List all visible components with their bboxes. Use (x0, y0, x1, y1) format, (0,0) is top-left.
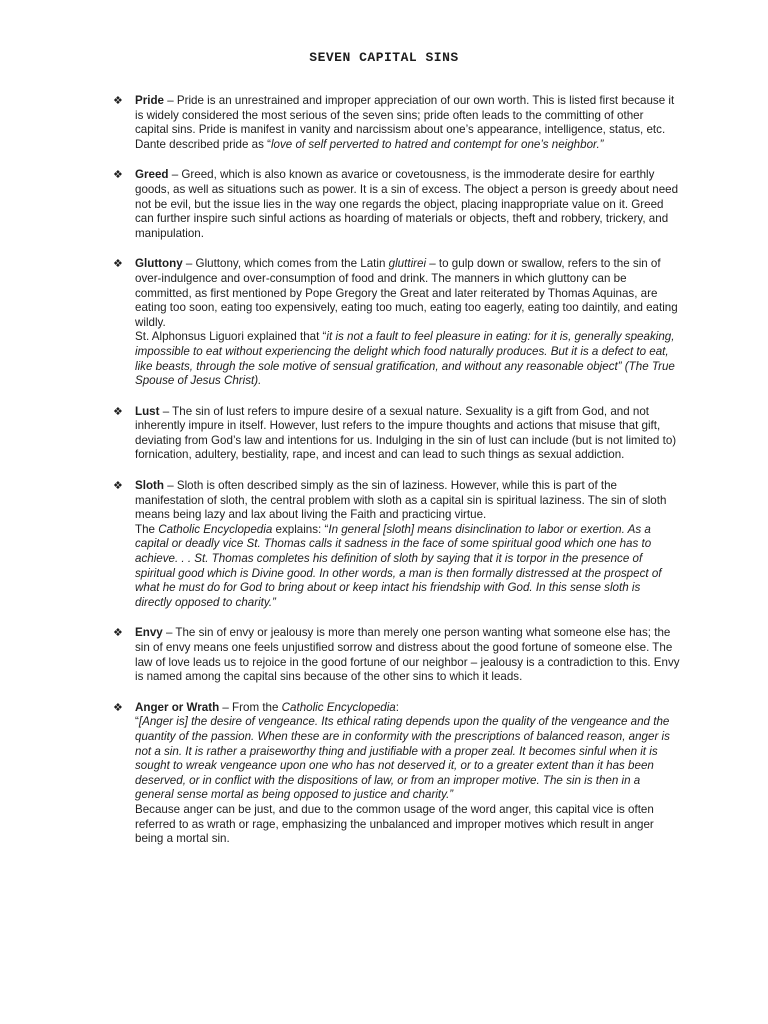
sin-term: Gluttony (135, 257, 183, 271)
sin-term: Envy (135, 626, 163, 640)
quote-text: it is not a fault to feel pleasure in eating: for it is, generally speaking, impossible to eat without experiencing the delight which food naturally produces. But it is a defect to eat, like beasts, through the sole motive of sensual gratification, and without any reasonable object” (The True Spouse of Jesus Christ). (135, 330, 675, 388)
paragraph (135, 626, 680, 684)
sin-term: Sloth (135, 479, 164, 493)
sin-text: – Sloth is often described simply as the sin of laziness. However, while this is part of the manifestation of sloth, the central problem with sloth as a capital sin is spiritual laziness. The sin of sloth means being lazy and lax about living the Faith and practicing virtue. (135, 479, 667, 522)
sin-text: explains: “ (272, 522, 329, 536)
paragraph (135, 523, 680, 611)
source-title: Catholic Encyclopedia (158, 522, 273, 536)
sin-item-anger (0, 701, 768, 847)
paragraph (135, 257, 680, 330)
sin-term: Anger or Wrath (135, 700, 220, 714)
sin-item-pride (0, 94, 768, 152)
sin-item-greed (0, 168, 768, 241)
quote-text: [Anger is] the desire of vengeance. Its ethical rating depends upon the quality of the vengeance and the quantity of the passion. When these are in conformity with the prescriptions of balanced reason, anger is not a sin. It is rather a praiseworthy thing and justifiable with a proper zeal. It becomes sinful when it is sought to wreak vengeance upon one who has not deserved it, or to a greater extent than it has been deserved, or in conflict with the dispositions of law, or from an improper motive. The sin is then in a general sense mortal as being opposed to justice and charity.” (135, 715, 670, 802)
paragraph (135, 701, 680, 716)
sin-term: Lust (135, 404, 160, 418)
sin-text: – Gluttony, which comes from the Latin (182, 257, 389, 271)
paragraph (135, 479, 680, 523)
sin-item-envy (0, 626, 768, 684)
paragraph (135, 803, 680, 847)
sin-text: – Greed, which is also known as avarice or covetousness, is the immoderate desire for earthly goods, as well as situations such as power. It is a sin of excess. The object a person is greedy about need not be evil, but the issue lies in the way one regards the object, placing inappropriate value on it. Greed can further inspire such sinful actions as hoarding of materials or objects, theft and robbery, trickery, and manipulation. (135, 168, 679, 240)
diamond-bullet-icon: ❖ (113, 405, 123, 418)
sin-text: : (395, 700, 399, 714)
paragraph (135, 94, 680, 152)
sin-text: – From the (219, 700, 282, 714)
sin-term: Greed (135, 168, 169, 182)
sin-text: Because anger can be just, and due to the common usage of the word anger, this capital vice is often referred to as wrath or rage, emphasizing the unbalanced and improper motives which result in anger being a mortal sin. (135, 802, 654, 846)
sin-item-lust (0, 405, 768, 463)
diamond-bullet-icon: ❖ (113, 627, 123, 640)
paragraph (135, 405, 680, 463)
paragraph (135, 715, 680, 803)
diamond-bullet-icon: ❖ (113, 701, 123, 714)
sin-text: – Pride is an unrestrained and improper appreciation of our own worth. This is listed first because it is widely considered the most serious of the seven sins; pride often leads to the committing of other capital sins. Pride is manifest in vanity and narcissism about one’s appearance, intelligence, status, etc. Dante described pride as “ (135, 94, 675, 151)
open-quote: “ (135, 715, 139, 729)
paragraph (135, 330, 680, 388)
sin-text: The (135, 522, 159, 536)
paragraph (135, 168, 680, 241)
sins-list (0, 94, 768, 863)
quote-text: love of self perverted to hatred and contempt for one’s neighbor.” (270, 137, 604, 151)
diamond-bullet-icon: ❖ (113, 169, 123, 182)
latin-word: gluttirei (388, 257, 427, 271)
quote-text: In general [sloth] means disinclination to labor or exertion. As a capital or deadly vice St. Thomas calls it sadness in the face of some spiritual good which one has to achieve. . . St. Thomas completes his definition of sloth by saying that it is torpor in the presence of spiritual good which is Divine good. In other words, a man is then formally distressed at the prospect of what he must do for God to bring about or keep intact his friendship with God. In this sense sloth is directly opposed to charity.” (135, 522, 662, 609)
sin-text: – The sin of envy or jealousy is more than merely one person wanting what someone else has; the sin of envy means one feels unjustified sorrow and distress about the good fortune of someone else. The law of love leads us to rejoice in the good fortune of our neighbor – jealousy is a contradiction to this. Envy is named among the capital sins because of the other sins to which it leads. (135, 626, 680, 684)
sin-item-sloth (0, 479, 768, 610)
sin-term: Pride (135, 94, 164, 107)
diamond-bullet-icon: ❖ (113, 480, 123, 493)
page-title: SEVEN CAPITAL SINS (309, 50, 459, 65)
diamond-bullet-icon: ❖ (113, 258, 123, 271)
sin-item-gluttony (0, 257, 768, 388)
diamond-bullet-icon: ❖ (113, 95, 123, 107)
sin-text: – to gulp down or swallow, refers to the sin of over-indulgence and over-consumption of food and drink. The manners in which gluttony can be committed, as first mentioned by Pope Gregory the Great and later reiterated by Thomas Aquinas, are eating too soon, eating too expensively, eating too much, eating too eagerly, eating too daintily, and eating wildly. (135, 257, 678, 329)
sin-text: – The sin of lust refers to impure desire of a sexual nature. Sexuality is a gift from God, and not inherently impure in itself. However, lust refers to the impure thoughts and actions that misuse that gift, deviating from God’s law and intentions for us. Indulging in the sin of lust can include (but is not limited to) fornication, adultery, bestiality, rape, and incest and can lead to such things as sexual addiction. (135, 404, 677, 462)
sin-text: St. Alphonsus Liguori explained that “ (135, 330, 327, 344)
source-title: Catholic Encyclopedia (281, 700, 396, 714)
